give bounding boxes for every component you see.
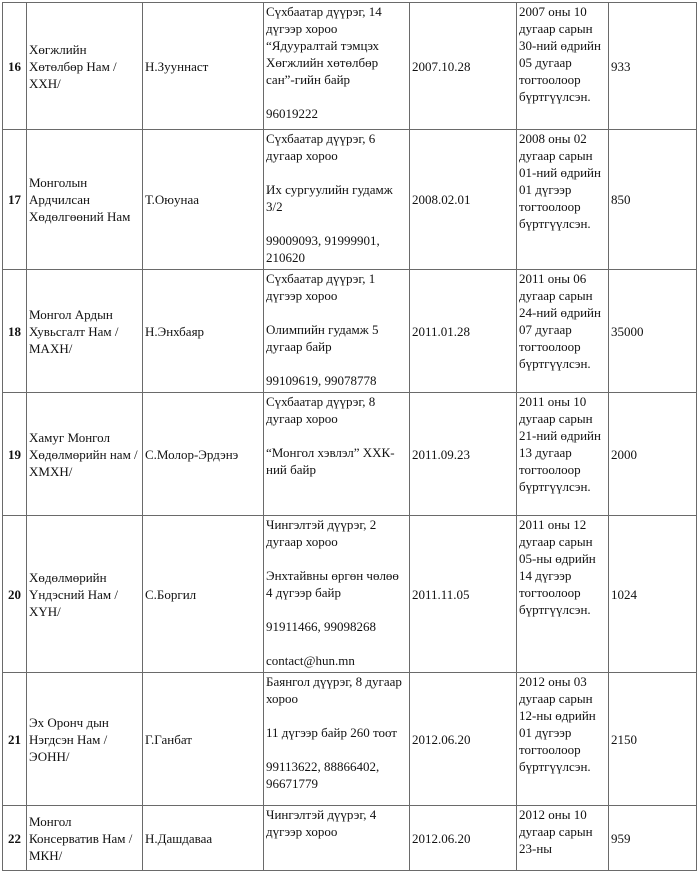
row-number-cell: 16 <box>3 3 27 130</box>
address-line: Сүхбаатар дүүрэг, 8 дугаар хороо <box>266 394 379 426</box>
leader-name-cell: С.Молор-Эрдэнэ <box>143 393 264 516</box>
address-line: “Монгол хэвлэл” ХХК-ний байр <box>266 445 395 477</box>
registration-note-cell: 2008 оны 02 дугаар сарын 01-ний өдрийн 01 дүгээр тогтоолоор бүртгүүлсэн. <box>517 130 609 270</box>
table-row <box>3 130 697 270</box>
founding-date-cell: 2012.06.20 <box>410 806 517 871</box>
founding-date-cell: 2011.11.05 <box>410 516 517 673</box>
leader-name-cell: Г.Ганбат <box>143 673 264 806</box>
address-spacer <box>266 304 407 321</box>
registration-note-cell: 2011 оны 12 дугаар сарын 05-ны өдрийн 14 дүгээр тогтоолоор бүртгүүлсэн. <box>517 516 609 673</box>
party-name-cell: Хөдөлмөрийн Үндэсний Нам /ХҮН/ <box>27 516 143 673</box>
member-count-cell: 850 <box>609 130 697 270</box>
table-row <box>3 516 697 673</box>
table-row <box>3 270 697 393</box>
address-cell <box>264 270 410 393</box>
leader-name-cell: С.Боргил <box>143 516 264 673</box>
table-row <box>3 806 697 871</box>
address-spacer <box>266 601 407 618</box>
leader-name-cell: Н.Энхбаяр <box>143 270 264 393</box>
address-cell <box>264 130 410 270</box>
row-number-cell: 19 <box>3 393 27 516</box>
member-count-cell: 35000 <box>609 270 697 393</box>
leader-name-cell: Т.Оюунаа <box>143 130 264 270</box>
founding-date-cell: 2012.06.20 <box>410 673 517 806</box>
member-count-cell: 933 <box>609 3 697 130</box>
address-spacer <box>266 164 407 181</box>
address-cell <box>264 393 410 516</box>
address-cell <box>264 516 410 673</box>
address-spacer <box>266 427 407 444</box>
address-spacer <box>266 355 407 372</box>
registration-note-cell: 2011 оны 10 дугаар сарын 21-ний өдрийн 13 дугаар тогтоолоор бүртгүүлсэн. <box>517 393 609 516</box>
address-line: Сүхбаатар дүүрэг, 6 дугаар хороо <box>266 131 379 163</box>
party-name-cell: Эх Оронч дын Нэгдсэн Нам /ЭОНН/ <box>27 673 143 806</box>
party-name-cell: Хөгжлийн Хөтөлбөр Нам /ХХН/ <box>27 3 143 130</box>
address-line: 96019222 <box>266 106 318 121</box>
member-count-cell: 2000 <box>609 393 697 516</box>
registration-note-cell: 2012 оны 03 дугаар сарын 12-ны өдрийн 01 дүгээр тогтоолоор бүртгүүлсэн. <box>517 673 609 806</box>
address-line: 99009093, 91999901, 210620 <box>266 233 383 265</box>
table-row <box>3 393 697 516</box>
registration-note-cell: 2011 оны 06 дугаар сарын 24-ний өдрийн 07 дугаар тогтоолоор бүртгүүлсэн. <box>517 270 609 393</box>
party-name-cell: Монгол Ардын Хувьсгалт Нам /МАХН/ <box>27 270 143 393</box>
row-number-cell: 21 <box>3 673 27 806</box>
address-line: Чингэлтэй дүүрэг, 4 дүгээр хороо <box>266 807 380 839</box>
address-cell <box>264 806 410 871</box>
founding-date-cell: 2011.01.28 <box>410 270 517 393</box>
address-line: Сүхбаатар дүүрэг, 1 дүгээр хороо <box>266 271 379 303</box>
address-spacer <box>266 741 407 758</box>
leader-name-cell: Н.Зууннаст <box>143 3 264 130</box>
party-name-cell: Хамуг Монгол Хөдөлмөрийн нам /ХМХН/ <box>27 393 143 516</box>
founding-date-cell: 2007.10.28 <box>410 3 517 130</box>
address-spacer <box>266 215 407 232</box>
address-cell <box>264 673 410 806</box>
registration-note-cell: 2012 оны 10 дугаар сарын 23-ны <box>517 806 609 871</box>
address-line: Баянгол дүүрэг, 8 дугаар хороо <box>266 674 406 706</box>
member-count-cell: 2150 <box>609 673 697 806</box>
address-line: Энхтайвны өргөн чөлөө 4 дүгээр байр <box>266 568 403 600</box>
address-line: 99113622, 88866402, 96671779 <box>266 759 383 791</box>
address-spacer <box>266 88 407 105</box>
address-spacer <box>266 550 407 567</box>
table-row <box>3 673 697 806</box>
address-line: contact@hun.mn <box>266 653 355 668</box>
row-number-cell: 18 <box>3 270 27 393</box>
address-line: Их сургуулийн гудамж 3/2 <box>266 182 396 214</box>
founding-date-cell: 2011.09.23 <box>410 393 517 516</box>
address-spacer <box>266 707 407 724</box>
row-number-cell: 20 <box>3 516 27 673</box>
address-line: 91911466, 99098268 <box>266 619 377 634</box>
party-name-cell: Монгол Консерватив Нам /МКН/ <box>27 806 143 871</box>
registration-note-cell: 2007 оны 10 дугаар сарын 30-ний өдрийн 05 дугаар тогтоолоор бүртгүүлсэн. <box>517 3 609 130</box>
row-number-cell: 17 <box>3 130 27 270</box>
political-parties-table <box>2 2 697 871</box>
row-number-cell: 22 <box>3 806 27 871</box>
address-spacer <box>266 635 407 652</box>
address-line: 11 дүгээр байр 260 тоот <box>266 725 397 740</box>
leader-name-cell: Н.Дашдаваа <box>143 806 264 871</box>
member-count-cell: 959 <box>609 806 697 871</box>
address-cell <box>264 3 410 130</box>
table-row <box>3 3 697 130</box>
table-body <box>3 3 697 871</box>
address-line: Сүхбаатар дүүрэг, 14 дүгээр хороо “Ядууралтай тэмцэх Хөгжлийн хөтөлбөр сан”-гийн байр <box>266 4 385 87</box>
address-line: Олимпийн гудамж 5 дугаар байр <box>266 322 382 354</box>
address-line: 99109619, 99078778 <box>266 373 377 388</box>
founding-date-cell: 2008.02.01 <box>410 130 517 270</box>
address-line: Чингэлтэй дүүрэг, 2 дугаар хороо <box>266 517 380 549</box>
party-name-cell: Монголын Ардчилсан Хөдөлгөөний Нам <box>27 130 143 270</box>
member-count-cell: 1024 <box>609 516 697 673</box>
